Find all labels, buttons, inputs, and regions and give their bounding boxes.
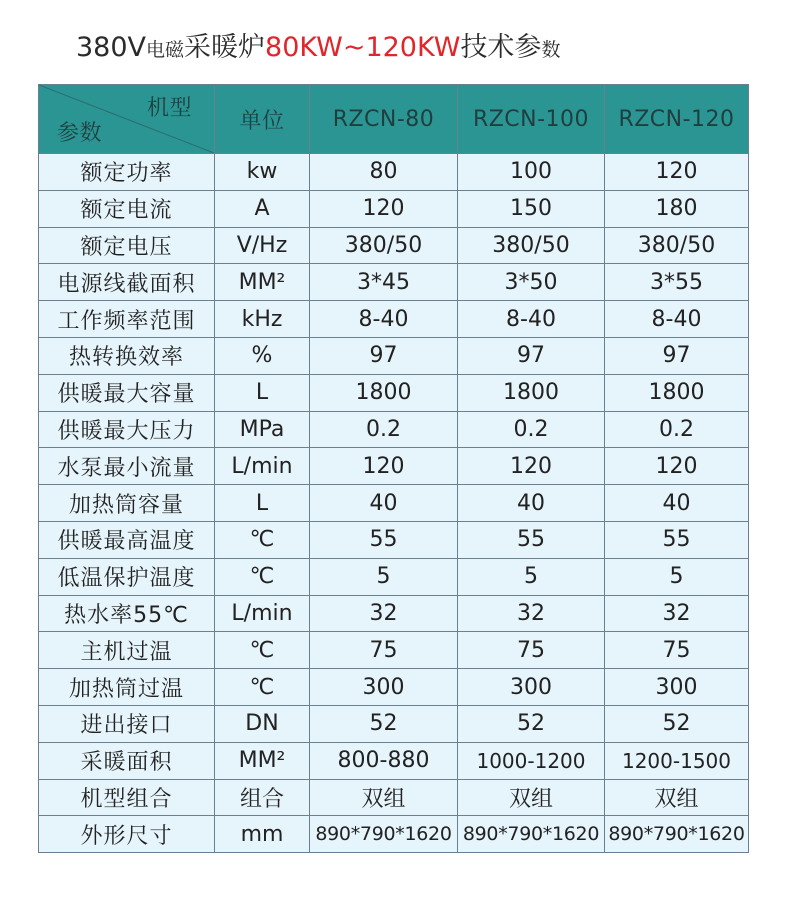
param-unit: mm xyxy=(215,816,310,853)
value-rzcn-120: 97 xyxy=(605,337,749,374)
title-tech-params-tail: 数 xyxy=(541,39,561,61)
value-rzcn-100: 380/50 xyxy=(458,227,605,264)
table-row xyxy=(39,190,749,227)
unit-header: 单位 xyxy=(215,85,310,154)
param-name: 供暖最大压力 xyxy=(39,411,215,448)
value-rzcn-120: 1200-1500 xyxy=(605,742,749,779)
value-rzcn-80: 双组 xyxy=(310,779,458,816)
value-rzcn-100: 32 xyxy=(458,595,605,632)
param-unit: % xyxy=(215,337,310,374)
param-name: 进出接口 xyxy=(39,705,215,742)
value-rzcn-100: 97 xyxy=(458,337,605,374)
table-row xyxy=(39,227,749,264)
value-rzcn-100: 3*50 xyxy=(458,264,605,301)
param-unit: kw xyxy=(215,154,310,191)
value-rzcn-100: 8-40 xyxy=(458,301,605,338)
table-row xyxy=(39,485,749,522)
value-rzcn-80: 120 xyxy=(310,448,458,485)
table-row xyxy=(39,705,749,742)
value-rzcn-80: 3*45 xyxy=(310,264,458,301)
model-header-100: RZCN-100 xyxy=(458,85,605,154)
value-rzcn-100: 52 xyxy=(458,705,605,742)
param-name: 主机过温 xyxy=(39,632,215,669)
value-rzcn-80: 300 xyxy=(310,669,458,706)
value-rzcn-100: 1800 xyxy=(458,374,605,411)
param-name: 水泵最小流量 xyxy=(39,448,215,485)
value-rzcn-120: 40 xyxy=(605,485,749,522)
param-name: 采暖面积 xyxy=(39,742,215,779)
param-unit: ℃ xyxy=(215,632,310,669)
table-row xyxy=(39,154,749,191)
param-unit: L/min xyxy=(215,448,310,485)
table-row xyxy=(39,742,749,779)
param-name: 额定电压 xyxy=(39,227,215,264)
param-name: 加热筒过温 xyxy=(39,669,215,706)
param-unit: MPa xyxy=(215,411,310,448)
table-row xyxy=(39,669,749,706)
param-unit: 组合 xyxy=(215,779,310,816)
title-tech-params: 技术参 xyxy=(460,32,542,63)
value-rzcn-120: 180 xyxy=(605,190,749,227)
model-header-120: RZCN-120 xyxy=(605,85,749,154)
value-rzcn-80: 40 xyxy=(310,485,458,522)
value-rzcn-80: 52 xyxy=(310,705,458,742)
page-title xyxy=(76,34,560,61)
table-row xyxy=(39,558,749,595)
param-name: 加热筒容量 xyxy=(39,485,215,522)
spec-table-body xyxy=(39,154,749,853)
corner-param-label: 参数 xyxy=(57,121,103,146)
value-rzcn-120: 5 xyxy=(605,558,749,595)
value-rzcn-80: 1800 xyxy=(310,374,458,411)
param-unit: ℃ xyxy=(215,558,310,595)
param-name: 低温保护温度 xyxy=(39,558,215,595)
table-row xyxy=(39,448,749,485)
table-row xyxy=(39,374,749,411)
param-unit: MM² xyxy=(215,742,310,779)
value-rzcn-100: 75 xyxy=(458,632,605,669)
value-rzcn-100: 5 xyxy=(458,558,605,595)
value-rzcn-120: 55 xyxy=(605,521,749,558)
param-name: 外形尺寸 xyxy=(39,816,215,853)
table-row xyxy=(39,264,749,301)
param-unit: L/min xyxy=(215,595,310,632)
param-unit: L xyxy=(215,485,310,522)
param-unit: L xyxy=(215,374,310,411)
table-row xyxy=(39,301,749,338)
table-row xyxy=(39,337,749,374)
param-unit: ℃ xyxy=(215,669,310,706)
corner-header xyxy=(39,85,215,154)
value-rzcn-120: 52 xyxy=(605,705,749,742)
param-name: 电源线截面积 xyxy=(39,264,215,301)
title-product: 采暖炉 xyxy=(184,32,266,63)
value-rzcn-120: 890*790*1620 xyxy=(605,816,749,853)
title-power-range: 80KW~120KW xyxy=(265,32,461,63)
title-electromagnetic: 电磁 xyxy=(146,39,185,61)
value-rzcn-120: 32 xyxy=(605,595,749,632)
value-rzcn-100: 120 xyxy=(458,448,605,485)
value-rzcn-80: 800-880 xyxy=(310,742,458,779)
value-rzcn-120: 双组 xyxy=(605,779,749,816)
table-row xyxy=(39,521,749,558)
param-name: 工作频率范围 xyxy=(39,301,215,338)
value-rzcn-100: 100 xyxy=(458,154,605,191)
value-rzcn-100: 0.2 xyxy=(458,411,605,448)
value-rzcn-120: 8-40 xyxy=(605,301,749,338)
value-rzcn-120: 3*55 xyxy=(605,264,749,301)
value-rzcn-100: 150 xyxy=(458,190,605,227)
param-name: 机型组合 xyxy=(39,779,215,816)
value-rzcn-120: 300 xyxy=(605,669,749,706)
value-rzcn-120: 75 xyxy=(605,632,749,669)
value-rzcn-100: 300 xyxy=(458,669,605,706)
value-rzcn-100: 双组 xyxy=(458,779,605,816)
value-rzcn-120: 120 xyxy=(605,154,749,191)
value-rzcn-80: 55 xyxy=(310,521,458,558)
value-rzcn-100: 1000-1200 xyxy=(458,742,605,779)
value-rzcn-80: 8-40 xyxy=(310,301,458,338)
param-name: 供暖最大容量 xyxy=(39,374,215,411)
value-rzcn-80: 5 xyxy=(310,558,458,595)
value-rzcn-120: 120 xyxy=(605,448,749,485)
param-name: 供暖最高温度 xyxy=(39,521,215,558)
spec-table-header xyxy=(39,85,749,154)
value-rzcn-80: 75 xyxy=(310,632,458,669)
param-unit: ℃ xyxy=(215,521,310,558)
table-row xyxy=(39,595,749,632)
corner-model-label: 机型 xyxy=(146,96,192,121)
param-unit: DN xyxy=(215,705,310,742)
param-unit: kHz xyxy=(215,301,310,338)
value-rzcn-80: 380/50 xyxy=(310,227,458,264)
param-unit: MM² xyxy=(215,264,310,301)
table-row xyxy=(39,632,749,669)
param-unit: V/Hz xyxy=(215,227,310,264)
spec-table xyxy=(38,84,749,853)
value-rzcn-80: 120 xyxy=(310,190,458,227)
param-unit: A xyxy=(215,190,310,227)
value-rzcn-100: 890*790*1620 xyxy=(458,816,605,853)
table-row xyxy=(39,411,749,448)
table-row xyxy=(39,816,749,853)
value-rzcn-100: 40 xyxy=(458,485,605,522)
value-rzcn-120: 1800 xyxy=(605,374,749,411)
param-name: 热转换效率 xyxy=(39,337,215,374)
value-rzcn-80: 890*790*1620 xyxy=(310,816,458,853)
param-name: 额定电流 xyxy=(39,190,215,227)
title-voltage: 380V xyxy=(76,32,147,63)
value-rzcn-80: 32 xyxy=(310,595,458,632)
value-rzcn-120: 0.2 xyxy=(605,411,749,448)
value-rzcn-120: 380/50 xyxy=(605,227,749,264)
value-rzcn-80: 97 xyxy=(310,337,458,374)
table-row xyxy=(39,779,749,816)
value-rzcn-80: 0.2 xyxy=(310,411,458,448)
model-header-80: RZCN-80 xyxy=(310,85,458,154)
value-rzcn-100: 55 xyxy=(458,521,605,558)
param-name: 额定功率 xyxy=(39,154,215,191)
value-rzcn-80: 80 xyxy=(310,154,458,191)
param-name: 热水率55℃ xyxy=(39,595,215,632)
